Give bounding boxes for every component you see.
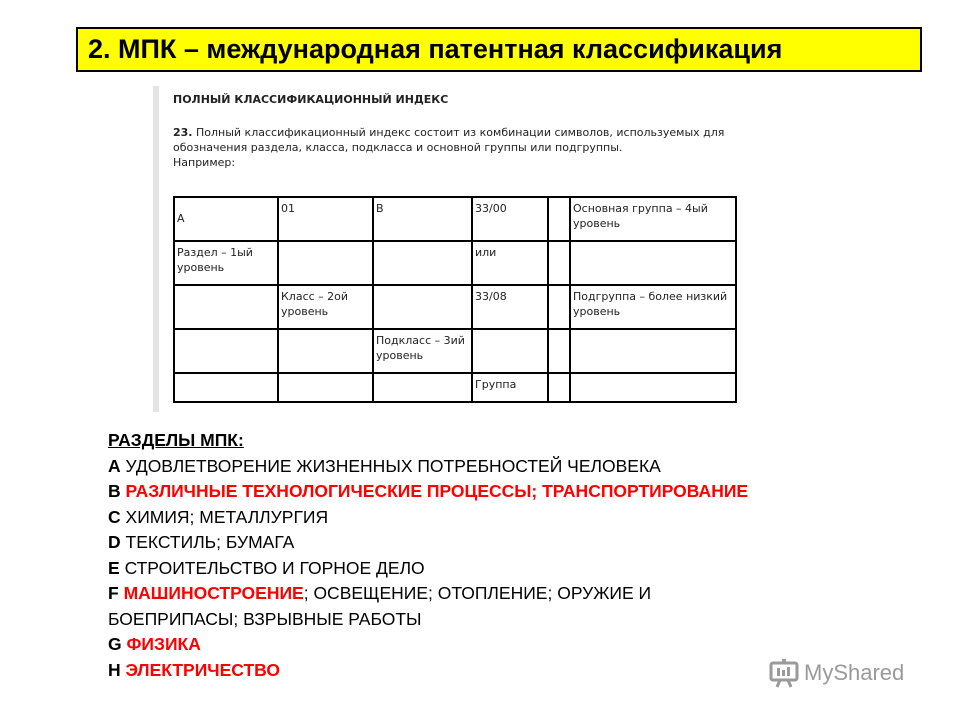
table-row: [174, 241, 736, 285]
table-cell: Основная группа – 4ый уровень: [570, 197, 736, 241]
table-cell: [570, 373, 736, 402]
section-letter: H: [108, 659, 121, 680]
section-c: [108, 505, 908, 531]
table-cell: Группа: [472, 373, 548, 402]
table-cell: [472, 329, 548, 373]
example-label: Например:: [173, 156, 236, 169]
table-cell: 33/00: [472, 197, 548, 241]
table-row: [174, 329, 736, 373]
table-cell: [548, 197, 570, 241]
table-cell: Подгруппа – более низкий уровень: [570, 285, 736, 329]
table-cell: [548, 373, 570, 402]
table-cell: [278, 373, 373, 402]
table-cell: [278, 329, 373, 373]
table-cell: 33/08: [472, 285, 548, 329]
table-cell: B: [373, 197, 472, 241]
section-letter: E: [108, 557, 120, 578]
document-paragraph: [173, 125, 743, 170]
section-text: УДОВЛЕТВОРЕНИЕ ЖИЗНЕННЫХ ПОТРЕБНОСТЕЙ ЧЕЛОВЕКА: [125, 455, 661, 476]
table-row: [174, 197, 736, 241]
table-cell: 01: [278, 197, 373, 241]
table-row: [174, 373, 736, 402]
table-cell: [174, 285, 278, 329]
classification-table: [173, 196, 737, 403]
table-cell: Раздел – 1ый уровень: [174, 241, 278, 285]
paragraph-number: 23.: [173, 126, 193, 139]
ipc-sections-list: [108, 428, 908, 683]
section-text: ; ОСВЕЩЕНИЕ; ОТОПЛЕНИЕ; ОРУЖИЕ И: [303, 583, 652, 603]
section-text: ТЕКСТИЛЬ; БУМАГА: [125, 532, 295, 552]
section-highlight: МАШИНОСТРОЕНИЕ: [123, 583, 304, 603]
table-cell: [174, 373, 278, 402]
section-a: [108, 454, 908, 480]
section-b: [108, 479, 908, 505]
sections-header: РАЗДЕЛЫ МПК:: [108, 430, 244, 450]
watermark-text: MyShared: [804, 660, 905, 685]
section-letter: G: [108, 634, 122, 654]
table-cell: [548, 329, 570, 373]
section-text: ФИЗИКА: [126, 634, 201, 654]
presentation-icon: [768, 658, 800, 688]
page-title: [76, 27, 922, 72]
table-cell: [373, 241, 472, 285]
table-cell: [548, 285, 570, 329]
scan-edge: [153, 86, 159, 412]
paragraph-text: Полный классификационный индекс состоит из комбинации символов, используемых для обозначения раздела, класса, подкласса и основной группы или подгруппы.: [173, 126, 725, 154]
table-cell: [174, 329, 278, 373]
section-text-continued: БОЕПРИПАСЫ; ВЗРЫВНЫЕ РАБОТЫ: [108, 608, 422, 629]
table-row: [174, 285, 736, 329]
table-cell: или: [472, 241, 548, 285]
section-letter: B: [108, 481, 121, 501]
section-text: РАЗЛИЧНЫЕ ТЕХНОЛОГИЧЕСКИЕ ПРОЦЕССЫ; ТРАНСПОРТИРОВАНИЕ: [125, 481, 749, 501]
section-e: [108, 556, 908, 582]
table-cell: [570, 329, 736, 373]
section-letter: A: [108, 455, 121, 476]
section-letter: F: [108, 583, 119, 603]
section-text: СТРОИТЕЛЬСТВО И ГОРНОЕ ДЕЛО: [124, 557, 425, 578]
table-cell: [373, 373, 472, 402]
table-cell: [548, 241, 570, 285]
section-text: ХИМИЯ; МЕТАЛЛУРГИЯ: [125, 506, 329, 527]
section-g: [108, 632, 908, 658]
section-letter: D: [108, 532, 121, 552]
table-cell: Класс – 2ой уровень: [278, 285, 373, 329]
table-cell: A: [174, 197, 278, 241]
table-cell: [373, 285, 472, 329]
document-heading: ПОЛНЫЙ КЛАССИФИКАЦИОННЫЙ ИНДЕКС: [173, 93, 449, 106]
section-letter: C: [108, 506, 121, 527]
section-d: [108, 530, 908, 556]
table-cell: Подкласс – 3ий уровень: [373, 329, 472, 373]
section-text: ЭЛЕКТРИЧЕСТВО: [125, 659, 280, 680]
table-cell: [278, 241, 373, 285]
watermark: [768, 658, 904, 688]
page-title-text: 2. МПК – международная патентная классификация: [88, 34, 783, 64]
table-cell: [570, 241, 736, 285]
document-scan: [153, 86, 750, 412]
section-f: [108, 581, 908, 632]
